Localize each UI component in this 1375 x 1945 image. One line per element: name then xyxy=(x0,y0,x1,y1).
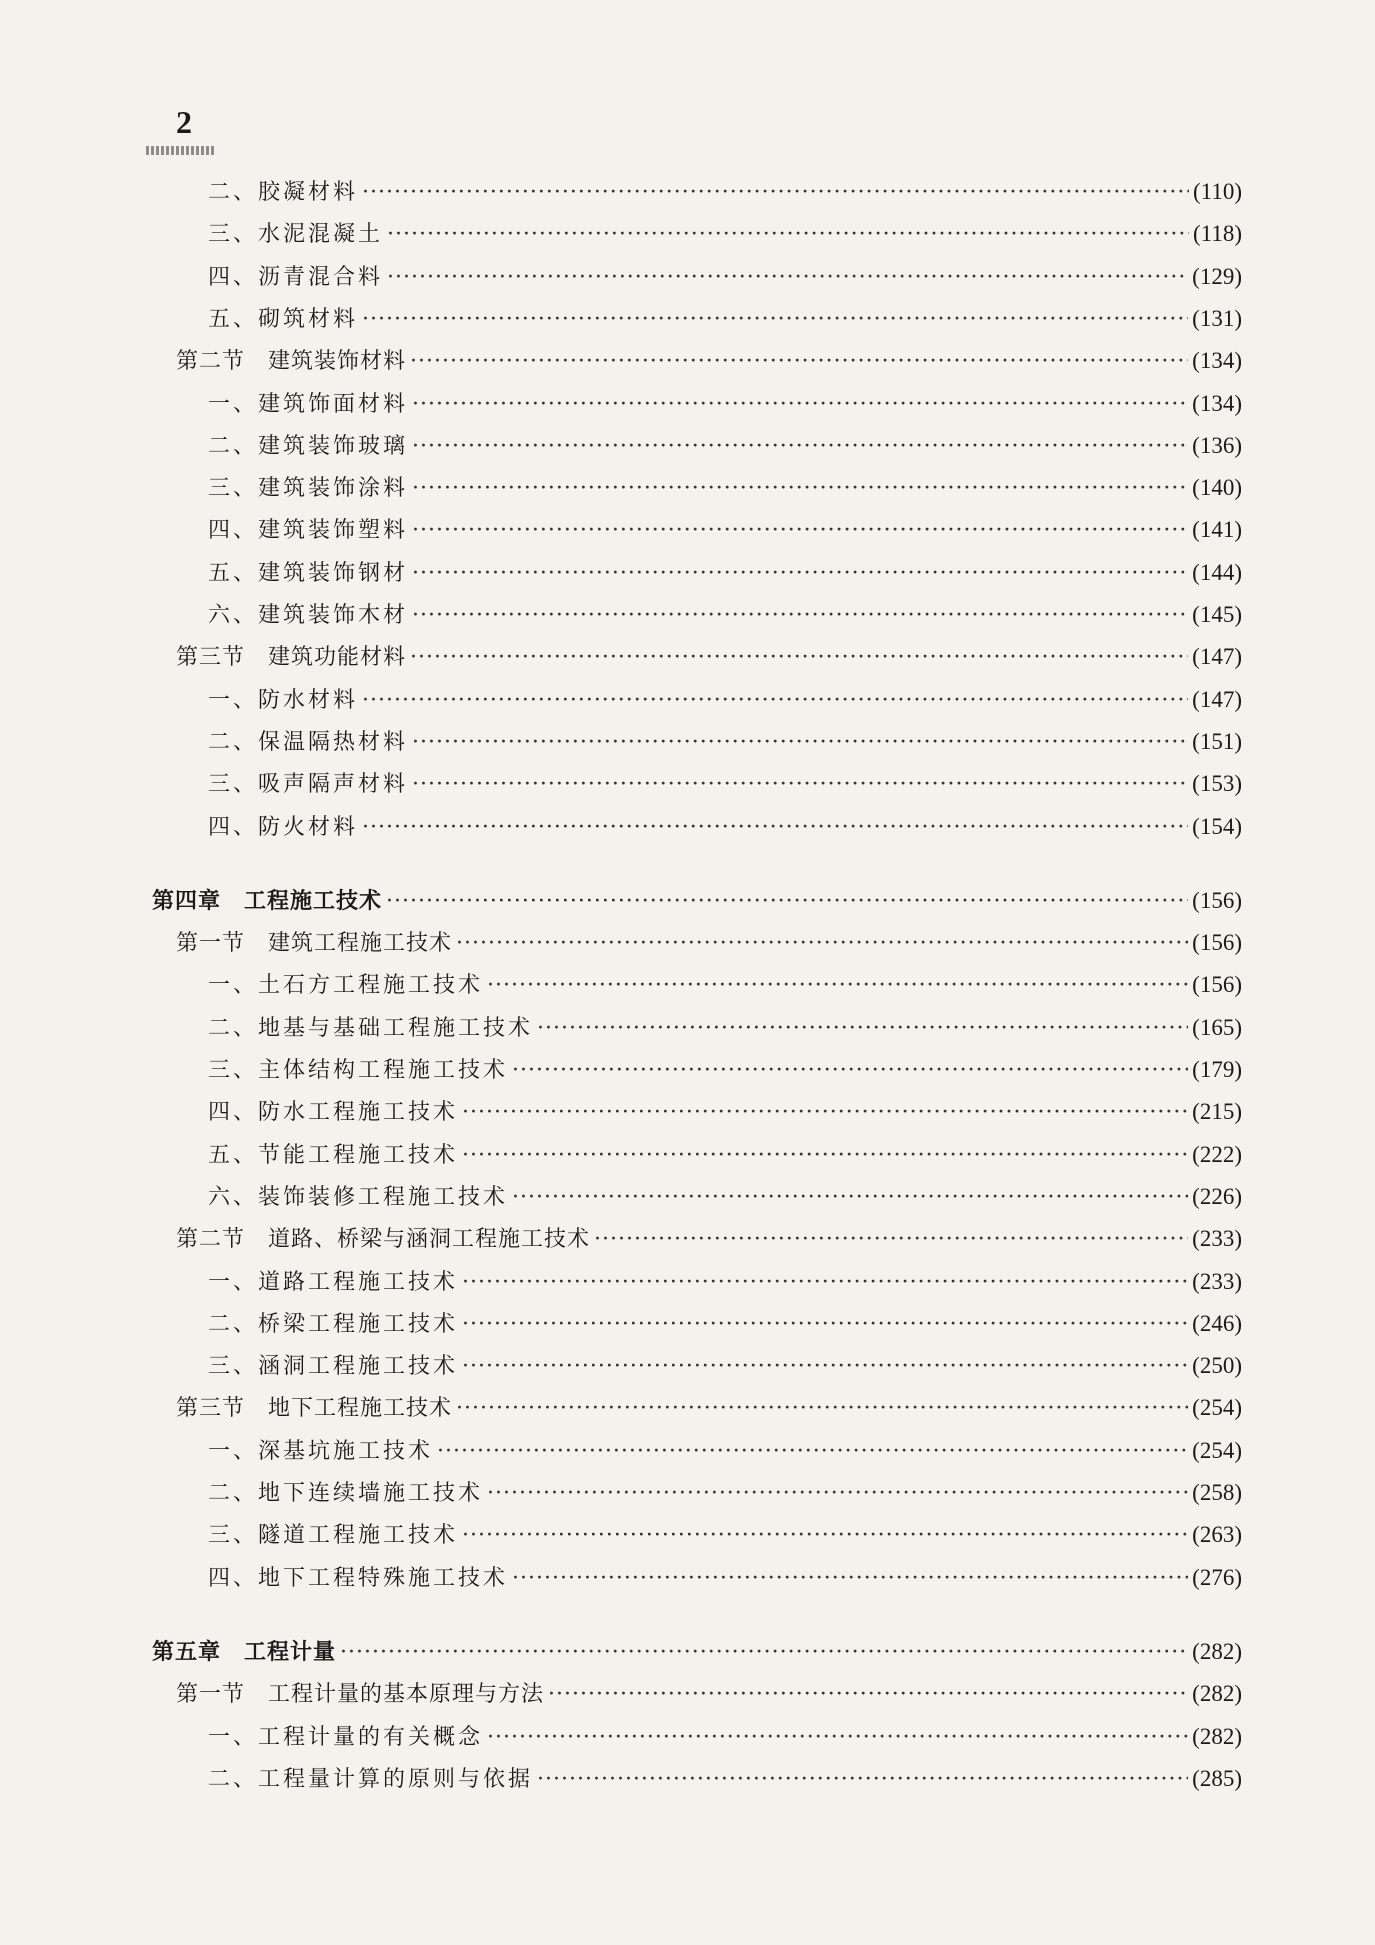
toc-entry-page: (131) xyxy=(1192,305,1242,331)
toc-item xyxy=(208,1519,1242,1551)
toc-entry-page: (153) xyxy=(1192,771,1242,797)
toc-entry-page: (147) xyxy=(1192,644,1242,670)
toc-dot-leader xyxy=(462,1140,1188,1172)
toc-chapter xyxy=(152,1636,1242,1668)
toc-item xyxy=(208,1721,1242,1753)
toc-item xyxy=(208,1350,1242,1382)
toc-section xyxy=(176,1223,1242,1255)
toc-entry-title: 第一节 工程计量的基本原理与方法 xyxy=(176,1682,545,1708)
toc-entry-title: 二、地基与基础工程施工技术 xyxy=(208,1015,534,1041)
toc-entry-title: 一、道路工程施工技术 xyxy=(208,1269,459,1295)
toc-section xyxy=(176,345,1242,377)
toc-entry-page: (222) xyxy=(1192,1141,1242,1167)
toc-section xyxy=(176,927,1242,959)
page-number-underline xyxy=(146,146,216,155)
toc-entry-title: 一、工程计量的有关概念 xyxy=(208,1724,484,1750)
toc-entry-page: (110) xyxy=(1193,179,1242,204)
toc-entry-title: 四、地下工程特殊施工技术 xyxy=(208,1565,509,1591)
toc-entry-page: (134) xyxy=(1192,348,1242,374)
toc-entry-title: 二、工程量计算的原则与依据 xyxy=(208,1766,534,1792)
toc-entry-title: 二、建筑装饰玻璃 xyxy=(208,433,409,459)
toc-entry-title: 五、建筑装饰钢材 xyxy=(208,560,409,586)
toc-entry-title: 第四章 工程施工技术 xyxy=(152,887,383,914)
toc-entry-title: 二、胶凝材料 xyxy=(208,180,359,205)
toc-entry-title: 三、水泥混凝土 xyxy=(208,222,384,248)
toc-entry-page: (147) xyxy=(1192,686,1242,712)
toc-item xyxy=(208,1054,1242,1086)
toc-entry-title: 一、防水材料 xyxy=(208,687,359,713)
toc-entry-title: 四、防水工程施工技术 xyxy=(208,1100,459,1126)
toc-dot-leader xyxy=(412,431,1188,463)
toc-entry-title: 二、地下连续墙施工技术 xyxy=(208,1481,484,1506)
toc-item xyxy=(208,1181,1242,1213)
toc-item xyxy=(208,430,1242,462)
toc-entry-title: 四、防火材料 xyxy=(208,814,359,840)
toc-item xyxy=(208,557,1242,589)
toc-dot-leader xyxy=(362,812,1188,844)
toc-item xyxy=(208,1435,1242,1467)
toc-dot-leader xyxy=(512,1055,1188,1087)
toc-dot-leader xyxy=(462,1351,1188,1383)
toc-dot-leader xyxy=(462,1309,1188,1341)
toc-entry-page: (154) xyxy=(1192,813,1242,839)
toc-entry-page: (156) xyxy=(1192,887,1242,913)
toc-section xyxy=(176,641,1242,673)
toc-dot-leader xyxy=(412,515,1188,547)
toc-dot-leader xyxy=(456,928,1188,960)
toc-dot-leader xyxy=(487,970,1188,1002)
toc-entry-title: 五、节能工程施工技术 xyxy=(208,1142,459,1168)
toc-entry-page: (282) xyxy=(1192,1638,1242,1664)
toc-section xyxy=(176,1678,1242,1710)
toc-item xyxy=(208,1477,1242,1509)
toc-dot-leader xyxy=(487,1478,1188,1510)
toc-entry-title: 三、主体结构工程施工技术 xyxy=(208,1058,509,1083)
toc-item xyxy=(208,1096,1242,1128)
toc-dot-leader xyxy=(412,727,1188,759)
toc-entry-title: 三、吸声隔声材料 xyxy=(208,772,409,798)
toc-entry-title: 二、桥梁工程施工技术 xyxy=(208,1311,459,1337)
toc-entry-title: 第一节 建筑工程施工技术 xyxy=(176,931,453,957)
toc-dot-leader xyxy=(412,769,1188,801)
toc-entry-page: (141) xyxy=(1192,517,1242,543)
toc-item xyxy=(208,1012,1242,1044)
toc-item xyxy=(208,811,1242,843)
toc-dot-leader xyxy=(512,1182,1188,1214)
toc-item xyxy=(208,599,1242,631)
toc-entry-page: (156) xyxy=(1192,930,1242,956)
toc-entry-title: 第三节 建筑功能材料 xyxy=(176,645,407,671)
toc-entry-title: 第二节 道路、桥梁与涵洞工程施工技术 xyxy=(176,1227,591,1253)
toc-dot-leader xyxy=(487,1722,1188,1754)
toc-entry-page: (165) xyxy=(1192,1014,1242,1040)
toc-entry-page: (134) xyxy=(1192,390,1242,416)
toc-dot-leader xyxy=(462,1097,1188,1129)
toc-item xyxy=(208,514,1242,546)
toc-item xyxy=(208,1139,1242,1171)
toc-entry-page: (215) xyxy=(1192,1099,1242,1125)
toc-entry-title: 第二节 建筑装饰材料 xyxy=(176,349,407,375)
toc-dot-leader xyxy=(362,177,1189,209)
toc-item xyxy=(208,472,1242,504)
toc-section xyxy=(176,1392,1242,1424)
toc-item xyxy=(208,684,1242,716)
toc-item xyxy=(208,1266,1242,1298)
toc-dot-leader xyxy=(387,219,1189,251)
toc-item xyxy=(208,1308,1242,1340)
toc-entry-page: (233) xyxy=(1192,1226,1242,1252)
toc-chapter xyxy=(152,885,1242,917)
toc-entry-page: (263) xyxy=(1192,1522,1242,1548)
toc-entry-page: (140) xyxy=(1192,475,1242,501)
toc-item xyxy=(208,218,1242,250)
toc-dot-leader xyxy=(410,642,1188,674)
toc-entry-page: (246) xyxy=(1192,1310,1242,1336)
toc-entry-page: (129) xyxy=(1192,263,1242,289)
toc-item xyxy=(208,261,1242,293)
toc-entry-title: 四、建筑装饰塑料 xyxy=(208,518,409,544)
toc-entry-title: 三、隧道工程施工技术 xyxy=(208,1523,459,1549)
toc-dot-leader xyxy=(340,1637,1188,1669)
toc-dot-leader xyxy=(412,473,1188,505)
toc-item xyxy=(208,768,1242,800)
toc-entry-title: 二、保温隔热材料 xyxy=(208,729,409,755)
toc-item xyxy=(208,176,1242,208)
toc-dot-leader xyxy=(387,262,1188,294)
toc-entry-page: (145) xyxy=(1192,602,1242,627)
page-number: 2 xyxy=(176,104,192,140)
toc-dot-leader xyxy=(437,1436,1188,1468)
toc-dot-leader xyxy=(594,1224,1188,1256)
toc-entry-title: 五、砌筑材料 xyxy=(208,306,359,332)
toc-entry-page: (282) xyxy=(1192,1681,1242,1707)
toc-entry-page: (285) xyxy=(1192,1765,1242,1791)
toc-entry-page: (144) xyxy=(1192,559,1242,585)
toc-dot-leader xyxy=(462,1520,1188,1552)
toc-dot-leader xyxy=(456,1393,1188,1425)
toc-item xyxy=(208,303,1242,335)
toc-entry-page: (258) xyxy=(1192,1480,1242,1505)
toc-entry-page: (233) xyxy=(1192,1268,1242,1294)
toc-entry-title: 六、装饰装修工程施工技术 xyxy=(208,1184,509,1210)
toc-entry-page: (282) xyxy=(1192,1723,1242,1749)
toc-dot-leader xyxy=(537,1013,1188,1045)
toc-dot-leader xyxy=(412,389,1188,421)
toc-entry-title: 三、建筑装饰涂料 xyxy=(208,476,409,502)
toc-entry-page: (179) xyxy=(1192,1057,1242,1082)
toc-dot-leader xyxy=(462,1267,1188,1299)
toc-entry-title: 第三节 地下工程施工技术 xyxy=(176,1396,453,1422)
toc-item xyxy=(208,1562,1242,1594)
toc-entry-title: 一、深基坑施工技术 xyxy=(208,1438,434,1464)
toc-item xyxy=(208,969,1242,1001)
toc-item xyxy=(208,388,1242,420)
toc-entry-page: (156) xyxy=(1192,972,1242,998)
toc-entry-title: 四、沥青混合料 xyxy=(208,264,384,290)
toc-dot-leader xyxy=(548,1679,1188,1711)
toc-entry-title: 六、建筑装饰木材 xyxy=(208,603,409,628)
toc-entry-page: (118) xyxy=(1193,221,1242,247)
toc-entry-page: (254) xyxy=(1192,1395,1242,1421)
toc-entry-title: 三、涵洞工程施工技术 xyxy=(208,1354,459,1380)
toc-dot-leader xyxy=(412,558,1188,590)
toc-entry-page: (254) xyxy=(1192,1437,1242,1463)
toc-entry-page: (226) xyxy=(1192,1183,1242,1209)
toc-entry-page: (276) xyxy=(1192,1564,1242,1590)
toc-dot-leader xyxy=(410,346,1188,378)
toc-dot-leader xyxy=(537,1764,1188,1796)
toc-entry-title: 一、建筑饰面材料 xyxy=(208,391,409,417)
toc-entry-page: (151) xyxy=(1192,728,1242,754)
toc-item xyxy=(208,1763,1242,1795)
toc-dot-leader xyxy=(412,600,1188,632)
toc-dot-leader xyxy=(362,685,1188,717)
toc-dot-leader xyxy=(512,1563,1188,1595)
toc-entry-page: (250) xyxy=(1192,1353,1242,1379)
toc-entry-page: (136) xyxy=(1192,432,1242,458)
toc-entry-title: 一、土石方工程施工技术 xyxy=(208,973,484,999)
toc-item xyxy=(208,726,1242,758)
toc-entry-title: 第五章 工程计量 xyxy=(152,1638,337,1665)
toc-dot-leader xyxy=(362,304,1188,336)
toc-dot-leader xyxy=(386,886,1188,918)
